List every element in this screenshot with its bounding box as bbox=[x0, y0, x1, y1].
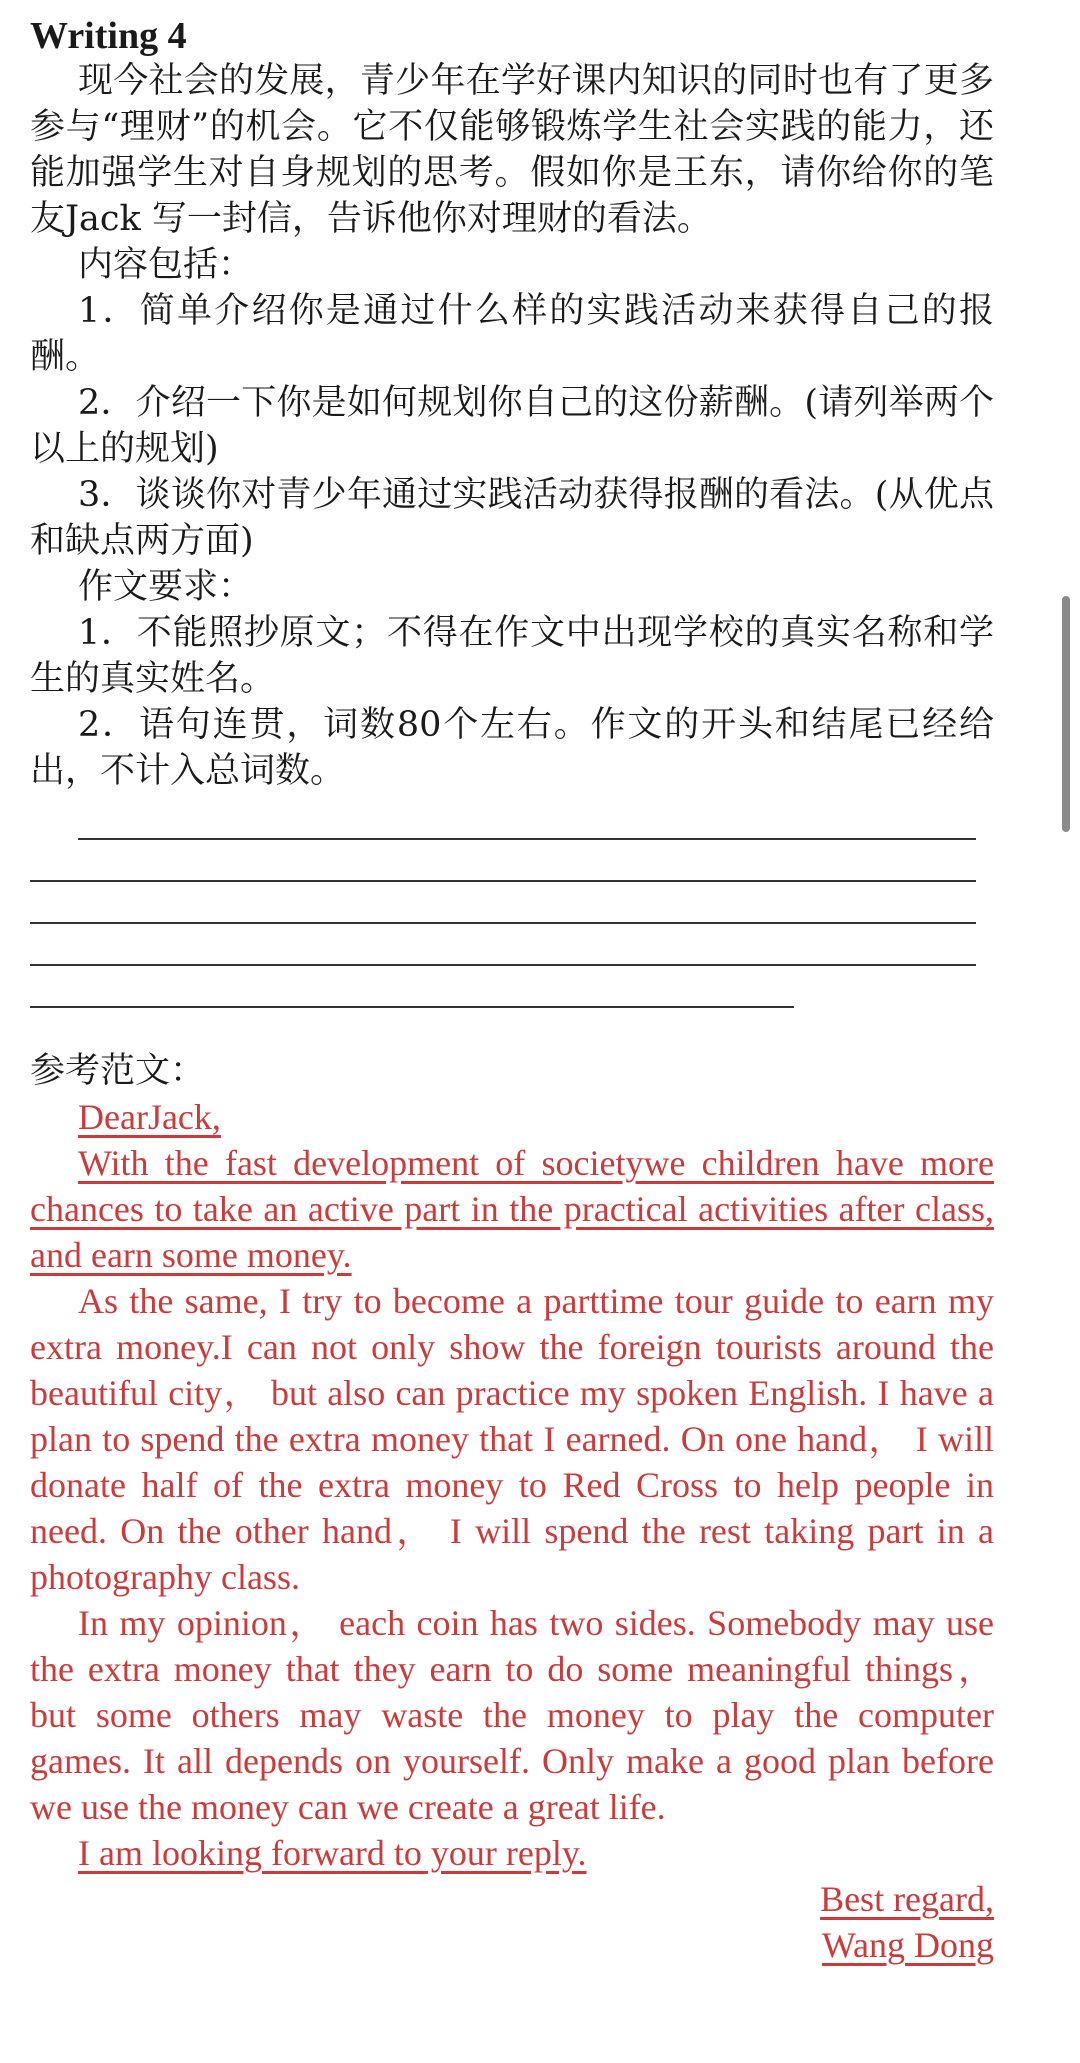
essay-body-2: In my opinion， each coin has two sides. Somebody may use the extra money that they earn to do some meaningful things， but some others may waste the money to play the computer games. It all depends on yourself. Only make a good plan before we use the money can we create a great life. bbox=[30, 1603, 994, 1827]
essay-body-1: As the same, I try to become a parttime tour guide to earn my extra money.I can not only show the foreign tourists around the beautiful city， but also can practice my spoken English. I have a plan to spend the extra money that I earned. On one hand， I will donate half of the extra money to Red Cross to help people in need. On the other hand， I will spend the rest taking part in a photography class. bbox=[30, 1281, 994, 1597]
content-item-2: 2．介绍一下你是如何规划你自己的这份薪酬。(请列举两个以上的规划) bbox=[30, 383, 994, 469]
answer-line bbox=[30, 966, 794, 1008]
essay-sign-off: Best regard, bbox=[820, 1879, 994, 1919]
answer-line bbox=[30, 840, 976, 882]
answer-line bbox=[30, 882, 976, 924]
scrollbar-thumb[interactable] bbox=[1062, 596, 1070, 832]
content-item-1: 1．简单介绍你是通过什么样的实践活动来获得自己的报酬。 bbox=[30, 291, 994, 377]
essay-signature: Wang Dong bbox=[821, 1925, 994, 1965]
requirement-item-1: 1．不能照抄原文；不得在作文中出现学校的真实名称和学生的真实姓名。 bbox=[30, 613, 994, 699]
essay-opening: With the fast development of societywe children have more chances to take an active part in the practical activities after class, and earn some money. bbox=[30, 1143, 994, 1275]
page-title: Writing 4 bbox=[30, 15, 187, 57]
requirements-label: 作文要求： bbox=[78, 567, 254, 607]
essay-closing: I am looking forward to your reply. bbox=[78, 1833, 587, 1873]
answer-blanks bbox=[30, 798, 994, 1008]
content-item-3: 3．谈谈你对青少年通过实践活动获得报酬的看法。(从优点和缺点两方面) bbox=[30, 475, 994, 561]
answer-line bbox=[78, 798, 976, 840]
reference-label: 参考范文： bbox=[30, 1051, 206, 1091]
document-page bbox=[30, 14, 994, 1968]
content-label: 内容包括： bbox=[78, 245, 254, 285]
requirement-item-2: 2．语句连贯，词数80个左右。作文的开头和结尾已经给出，不计入总词数。 bbox=[30, 705, 994, 791]
essay-greeting: DearJack, bbox=[78, 1097, 221, 1137]
answer-line bbox=[30, 924, 976, 966]
prompt-intro: 现今社会的发展，青少年在学好课内知识的同时也有了更多参与“理财”的机会。它不仅能够锻炼学生社会实践的能力，还能加强学生对自身规划的思考。假如你是王东，请你给你的笔友Jack 写一封信，告诉他你对理财的看法。 bbox=[30, 61, 994, 239]
